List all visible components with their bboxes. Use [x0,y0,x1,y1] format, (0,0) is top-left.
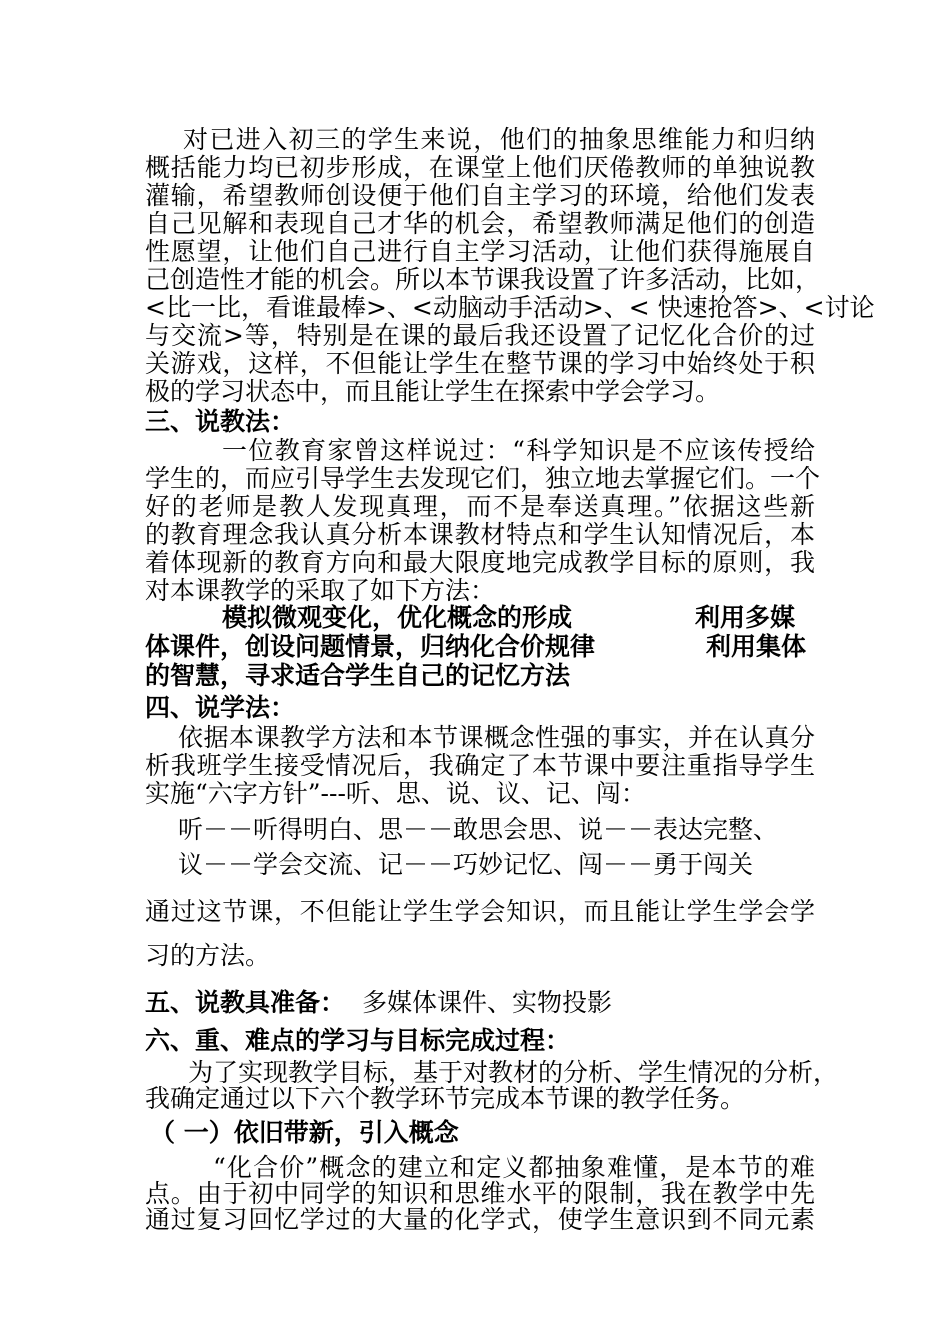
text-line: 与交流>等，特别是在课的最后我还设置了记忆化合价的过 [145,321,815,350]
text-line: 性愿望，让他们自己进行自主学习活动，让他们获得施展自 [145,237,815,266]
text-line: 学生的，而应引导学生去发现它们，独立地去掌握它们。一个 [145,464,821,493]
subsection-heading: （ 一）依旧带新，引入概念 [150,1118,459,1147]
six-words-line: 听－－听得明白、思－－敢思会思、说－－表达完整、 [178,815,779,844]
text-line: <比一比，看谁最棒>、<动脑动手活动>、< 快速抢答>、<讨论 [145,293,875,322]
text-line: 概括能力均已初步形成，在课堂上他们厌倦教师的单独说教 [145,153,815,182]
text-line: 自己见解和表现自己才华的机会，希望教师满足他们的创造 [145,209,815,238]
teaching-aids-content: 多媒体课件、实物投影 [362,988,613,1017]
method-item: 的智慧，寻求适合学生自己的记忆方法 [145,661,571,690]
text-line: 好的老师是教人发现真理，而不是奉送真理。”依据这些新 [145,492,815,521]
text-line: 着体现新的教育方向和最大限度地完成教学目标的原则，我 [145,548,815,577]
section-heading-teaching-aids: 五、说教具准备： [145,988,346,1017]
text-line: 实施“六字方针”---听、思、说、议、记、闯： [145,779,646,808]
text-line: 极的学习状态中，而且能让学生在探索中学会学习。 [145,377,721,406]
text-line: “化合价”概念的建立和定义都抽象难懂，是本节的难 [213,1153,815,1182]
text-line: 析我班学生接受情况后，我确定了本节课中要注重指导学生 [145,751,815,780]
text-line: 灌输，希望教师创设便于他们自主学习的环境，给他们发表 [145,181,815,210]
method-item: 模拟微观变化，优化概念的形成 [222,603,573,632]
section-heading-key-points: 六、重、难点的学习与目标完成过程： [145,1026,571,1055]
text-line: 点。由于初中同学的知识和思维水平的限制，我在教学中先 [145,1179,815,1208]
text-line: 依据本课教学方法和本节课概念性强的事实，并在认真分 [178,723,815,752]
section-heading-learning-method: 四、说学法： [145,693,296,722]
text-line: 的教育理念我认真分析本课教材特点和学生认知情况后，本 [145,520,815,549]
method-item: 体课件，创设问题情景，归纳化合价规律 [145,632,596,661]
text-line: 一位教育家曾这样说过：“科学知识是不应该传授给 [222,436,815,465]
text-line: 己创造性才能的机会。所以本节课我设置了许多活动，比如， [145,265,821,294]
text-line: 通过复习回忆学过的大量的化学式，使学生意识到不同元素 [145,1205,815,1234]
closing-line: 通过这节课，不但能让学生学会知识，而且能让学生学会学 [145,897,815,926]
method-item: 利用多媒 [695,603,796,632]
text-line: 对本课教学的采取了如下方法： [145,576,496,605]
text-line: 关游戏，这样，不但能让学生在整节课的学习中始终处于积 [145,349,815,378]
closing-line: 习的方法。 [145,941,271,970]
text-line: 对已进入初三的学生来说，他们的抽象思维能力和归纳 [183,125,815,154]
text-line: 为了实现教学目标，基于对教材的分析、学生情况的分析， [188,1058,839,1087]
six-words-line: 议－－学会交流、记－－巧妙记忆、闯－－勇于闯关 [178,850,754,879]
text-line: 我确定通过以下六个教学环节完成本节课的教学任务。 [145,1084,746,1113]
method-item: 利用集体 [706,632,807,661]
section-heading-teaching-method: 三、说教法： [145,407,296,436]
